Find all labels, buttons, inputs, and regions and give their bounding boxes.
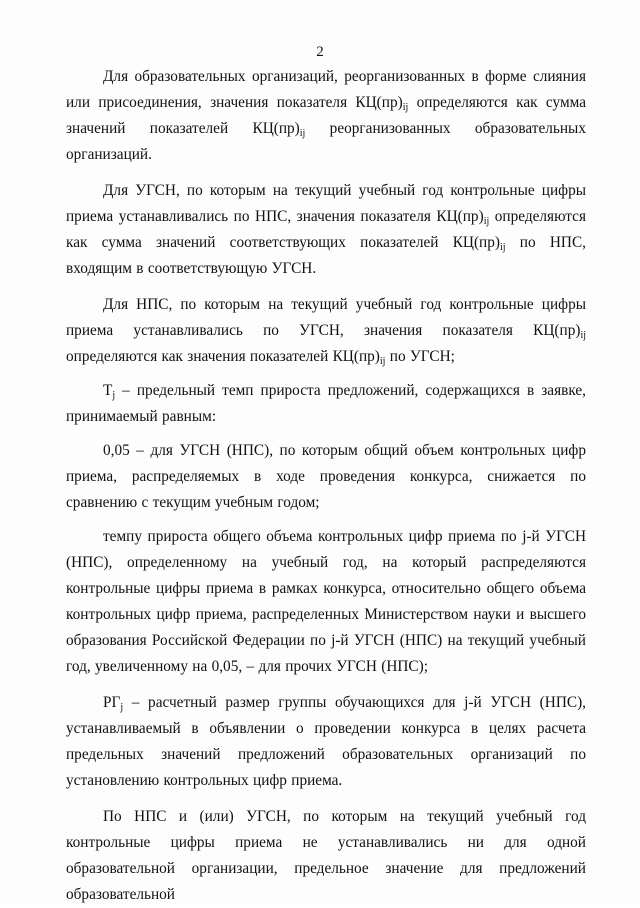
paragraph-text: по УГСН; <box>385 348 455 365</box>
paragraph-text: – расчетный размер группы обучающихся для j-й УГСН (НПС), устанавливаемый в объявлении о проведении конкурса в целях расчета предельных значений предложений образовательных организаций по установлению контрольных цифр приема. <box>66 694 586 789</box>
paragraph-gap <box>66 430 586 438</box>
paragraph-gap <box>66 282 586 292</box>
subscript-index: ij <box>402 102 409 113</box>
subscript-index: ij <box>483 216 490 227</box>
subscript-index: ij <box>580 330 586 341</box>
paragraph-p7 <box>66 690 586 794</box>
paragraph-gap <box>66 680 586 690</box>
paragraph-text: определяются как сумма значений соответствующих показателей КЦ(пр) <box>66 208 587 251</box>
paragraph-text: – предельный темп прироста предложений, содержащихся в заявке, принимаемый равным: <box>66 382 586 425</box>
subscript-index: ij <box>299 128 306 139</box>
document-body <box>66 64 586 908</box>
paragraph-text: определяются как значения показателей КЦ(пр) <box>66 348 380 365</box>
paragraph-p2 <box>66 178 586 282</box>
paragraph-text: темпу прироста общего объема контрольных цифр приема по j-й УГСН (НПС), определенному на учебный год, на который распределяются контрольные цифры приема в рамках конкурса, относительно общего объема контрольных цифр приема, распределенных Министерством науки и высшего образования Российской Федерации по j-й УГСН (НПС) на текущий учебный год, увеличенному на 0,05, – для прочих УГСН (НПС); <box>66 528 586 675</box>
paragraph-gap <box>66 794 586 804</box>
subscript-index: ij <box>379 356 386 367</box>
paragraph-p5 <box>66 438 586 516</box>
subscript-index: j <box>112 390 116 401</box>
subscript-index: ij <box>500 242 506 253</box>
paragraph-text: реорганизованных образовательных организаций. <box>66 120 586 163</box>
page-number: 2 <box>316 44 324 60</box>
paragraph-p8 <box>66 804 586 908</box>
paragraph-p6 <box>66 524 586 680</box>
paragraph-text: По НПС и (или) УГСН, по которым на текущий учебный год контрольные цифры приема не устанавливались ни для одной образовательной организации, предельное значение для предложений образовательной <box>66 808 586 903</box>
paragraph-gap <box>66 370 586 378</box>
paragraph-text: РГ <box>103 694 121 711</box>
paragraph-text: Для образовательных организаций, реорганизованных в форме слияния или присоединения, значения показателя КЦ(пр) <box>66 68 586 111</box>
paragraph-text: 0,05 – для УГСН (НПС), по которым общий объем контрольных цифр приема, распределяемых в ходе проведения конкурса, снижается по сравнению с текущим учебным годом; <box>66 442 586 511</box>
paragraph-text: T <box>103 382 113 399</box>
paragraph-text: по НПС, входящим в соответствующую УГСН. <box>66 234 586 277</box>
paragraph-text: Для НПС, по которым на текущий учебный год контрольные цифры приема устанавливались по УГСН, значения показателя КЦ(пр) <box>66 296 586 339</box>
paragraph-p1 <box>66 64 586 168</box>
subscript-index: j <box>120 702 124 713</box>
paragraph-text: Для УГСН, по которым на текущий учебный год контрольные цифры приема устанавливались по НПС, значения показателя КЦ(пр) <box>66 182 586 225</box>
paragraph-p3 <box>66 292 586 370</box>
paragraph-text: определяются как сумма значений показателей КЦ(пр) <box>66 94 587 137</box>
paragraph-gap <box>66 168 586 178</box>
paragraph-p4 <box>66 378 586 430</box>
paragraph-gap <box>66 516 586 524</box>
